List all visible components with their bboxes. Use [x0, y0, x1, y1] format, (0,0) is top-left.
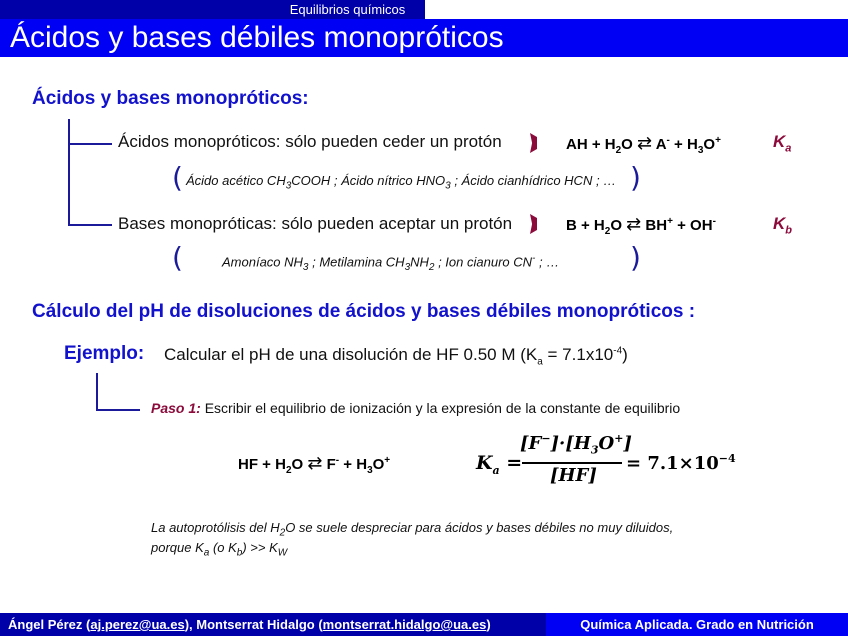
acid-example-part: Ácido acético CH	[186, 173, 286, 188]
acid-examples-text	[186, 173, 616, 192]
acid-examples-box	[172, 161, 642, 198]
example-value: = 7.1x10	[542, 345, 614, 364]
base-example-part: ; Ion cianuro CN	[434, 254, 533, 270]
ka-value	[626, 452, 736, 474]
acid-definition: Ácidos monopróticos: sólo pueden ceder un protón	[118, 132, 502, 151]
base-example-part: Amoníaco NH	[222, 254, 303, 270]
step1-label: Paso 1:	[151, 400, 201, 416]
step1	[151, 400, 680, 416]
example-label: Ejemplo:	[64, 343, 145, 364]
left-brace-icon: (	[172, 161, 183, 194]
section2-heading: Cálculo del pH de disoluciones de ácidos y bases débiles monopróticos :	[32, 301, 696, 322]
base-definition: Bases monopróticas: sólo pueden aceptar un protón	[118, 214, 513, 233]
equilibrium-arrow-icon: ⇄	[626, 214, 642, 235]
ka-numerator: $[F^-]\cdot[H_3O^+]$	[520, 432, 632, 457]
base-example-sup: -	[532, 253, 536, 264]
acid-example-sub: 3	[445, 180, 451, 192]
footer-bar	[0, 613, 848, 636]
base-constant	[773, 214, 792, 236]
note-part: porque K	[151, 540, 204, 555]
acid-bracket-mark	[530, 133, 537, 153]
footer-author-text: )	[486, 617, 491, 632]
equilibrium-arrow-icon: ⇄	[637, 133, 653, 154]
example-text	[164, 345, 628, 367]
example-sub: a	[537, 356, 543, 368]
left-brace-icon: (	[172, 241, 183, 274]
base-example-sub: 2	[428, 261, 435, 273]
base-examples-text	[222, 253, 559, 273]
top-header-bar	[0, 0, 848, 19]
acid-example-sub: 3	[285, 180, 292, 192]
base-constant-symbol: K	[773, 214, 786, 233]
note-line1	[151, 520, 736, 539]
title-bar	[0, 19, 848, 57]
note-line2	[151, 540, 287, 559]
right-brace-icon: )	[630, 241, 641, 274]
acid-constant	[773, 132, 791, 154]
footer-author-text: Ángel Pérez (	[8, 617, 91, 632]
ka-symbol: $K_a$ =	[476, 452, 523, 477]
base-examples-box	[172, 241, 642, 278]
base-example-sub: 3	[302, 261, 309, 273]
base-constant-sub: b	[785, 224, 793, 237]
acid-equation: AH + $H_2O$ ⇄ $A^- + H_3O^+$	[566, 133, 721, 156]
section1-heading: Ácidos y bases monopróticos:	[32, 88, 309, 109]
tree-branch-acid	[68, 143, 112, 145]
note-part: (o K	[209, 540, 237, 555]
note-sub: a	[203, 547, 210, 559]
hf-equation: HF + $H_2O$ ⇄ $F^- + H_3O^+$	[238, 453, 391, 476]
ka-denominator: [HF]	[550, 465, 597, 486]
footer-author-text: ), Montserrat Hidalgo (	[184, 617, 323, 632]
tree-vertical-line-2	[96, 373, 98, 410]
base-bracket-mark	[530, 214, 537, 234]
base-example-part: NH	[410, 254, 429, 270]
note-part: O se suele despreciar para ácidos y bases débiles no muy diluidos,	[285, 520, 674, 535]
tree-branch-step	[96, 409, 140, 411]
base-example-sub: 3	[404, 261, 411, 273]
ka-expression	[476, 432, 736, 494]
example-text-part: Calcular el pH de una disolución de HF 0.50 M (K	[164, 345, 538, 364]
equilibrium-arrow-icon: ⇄	[307, 453, 323, 474]
note-sub: b	[236, 547, 243, 559]
base-example-part: ; Metilamina CH	[308, 254, 405, 270]
note-sub: W	[277, 547, 288, 559]
ka-exp: −4	[718, 452, 736, 465]
note-sub: 2	[279, 527, 286, 539]
acid-example-part: ; Ácido cianhídrico HCN ; …	[450, 173, 617, 188]
note-part: La autoprotólisis del H	[151, 520, 280, 535]
tree-vertical-line-1	[68, 119, 70, 225]
right-brace-icon: )	[630, 161, 641, 194]
top-header-right-block	[425, 0, 848, 19]
page-title: Ácidos y bases débiles monopróticos	[10, 21, 504, 54]
base-equation: $B + H_2O$ ⇄ BH+ + OH-	[566, 214, 716, 237]
base-example-part: ; …	[535, 254, 560, 270]
footer-course: Química Aplicada. Grado en Nutrición	[546, 613, 848, 636]
ka-fraction-bar	[522, 462, 622, 464]
footer-authors	[8, 617, 491, 632]
email-link-perez[interactable]: aj.perez@ua.es	[90, 617, 185, 632]
tree-branch-base	[68, 224, 112, 226]
ka-value-text: = 7.1×10	[626, 453, 719, 474]
email-link-hidalgo[interactable]: montserrat.hidalgo@ua.es	[322, 617, 487, 632]
example-exp: -4	[613, 345, 623, 357]
acid-constant-sub: a	[785, 142, 792, 155]
acid-example-part: COOH ; Ácido nítrico HNO	[291, 173, 446, 188]
example-close: )	[622, 345, 628, 364]
top-header-label: Equilibrios químicos	[270, 0, 425, 19]
top-header-left-block	[0, 0, 270, 19]
step1-text: Escribir el equilibrio de ionización y la expresión de la constante de equilibrio	[200, 400, 681, 416]
note-part: ) >> K	[242, 540, 278, 555]
acid-constant-symbol: K	[773, 132, 786, 151]
